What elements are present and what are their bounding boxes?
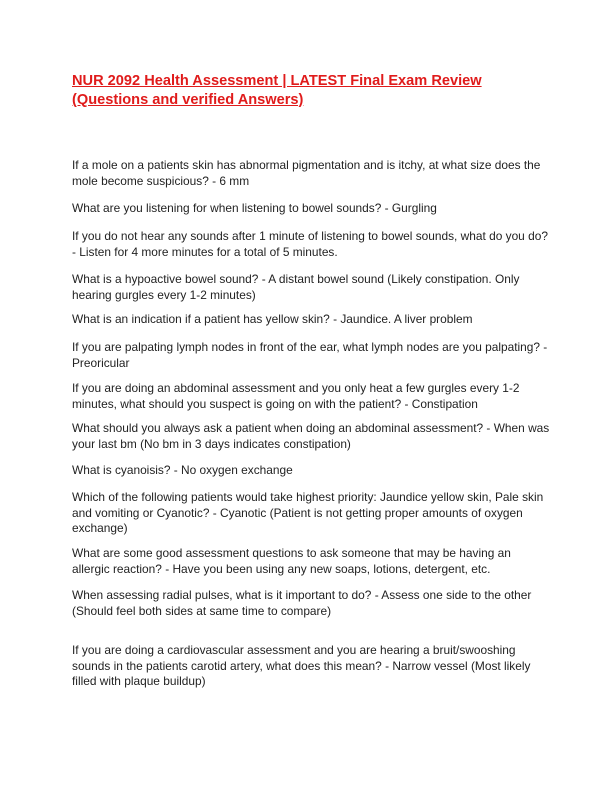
document-title xyxy=(72,72,542,110)
qa-item-allergic: What are some good assessment questions to ask someone that may be having an allergic reaction? - Have you been using any new soaps, lotions, detergent, etc. xyxy=(72,546,511,576)
qa-item-mole-size: If a mole on a patients skin has abnormal pigmentation and is itchy, at what size does the mole become suspicious? - 6 mm xyxy=(72,158,541,188)
qa-item-lymph-nodes: If you are palpating lymph nodes in front of the ear, what lymph nodes are you palpating? - Preoricular xyxy=(72,340,548,370)
qa-item-last-bm: What should you always ask a patient when doing an abdominal assessment? - When was your last bm (No bm in 3 days indicates constipation) xyxy=(72,421,550,451)
qa-item-radial-pulses: When assessing radial pulses, what is it important to do? - Assess one side to the other (Should feel both sides at same time to compare) xyxy=(72,588,532,618)
qa-item-bowel-sounds: What are you listening for when listening to bowel sounds? - Gurgling xyxy=(72,201,437,215)
qa-item-bruit: If you are doing a cardiovascular assessment and you are hearing a bruit/swooshing sounds in the patients carotid artery, what does this mean? - Narrow vessel (Most likely filled with plaque buildup) xyxy=(72,643,531,689)
title-line-2: (Questions and verified Answers) xyxy=(72,92,304,108)
title-line-1: NUR 2092 Health Assessment | LATEST Final Exam Review xyxy=(72,73,482,89)
qa-item-priority: Which of the following patients would take highest priority: Jaundice yellow skin, Pale skin and vomiting or Cyanotic? - Cyanotic (Patient is not getting proper amounts of oxygen exchange) xyxy=(72,490,544,536)
qa-item-hypoactive: What is a hypoactive bowel sound? - A distant bowel sound (Likely constipation. Only hearing gurgles every 1-2 minutes) xyxy=(72,272,520,302)
qa-item-no-bowel-sounds: If you do not hear any sounds after 1 minute of listening to bowel sounds, what do you do? - Listen for 4 more minutes for a total of 5 minutes. xyxy=(72,229,548,259)
qa-item-yellow-skin: What is an indication if a patient has yellow skin? - Jaundice. A liver problem xyxy=(72,312,473,326)
qa-item-abdominal-gurgles: If you are doing an abdominal assessment and you only heat a few gurgles every 1-2 minutes, what should you suspect is going on with the patient? - Constipation xyxy=(72,381,520,411)
qa-item-cyanosis: What is cyanoisis? - No oxygen exchange xyxy=(72,463,293,477)
